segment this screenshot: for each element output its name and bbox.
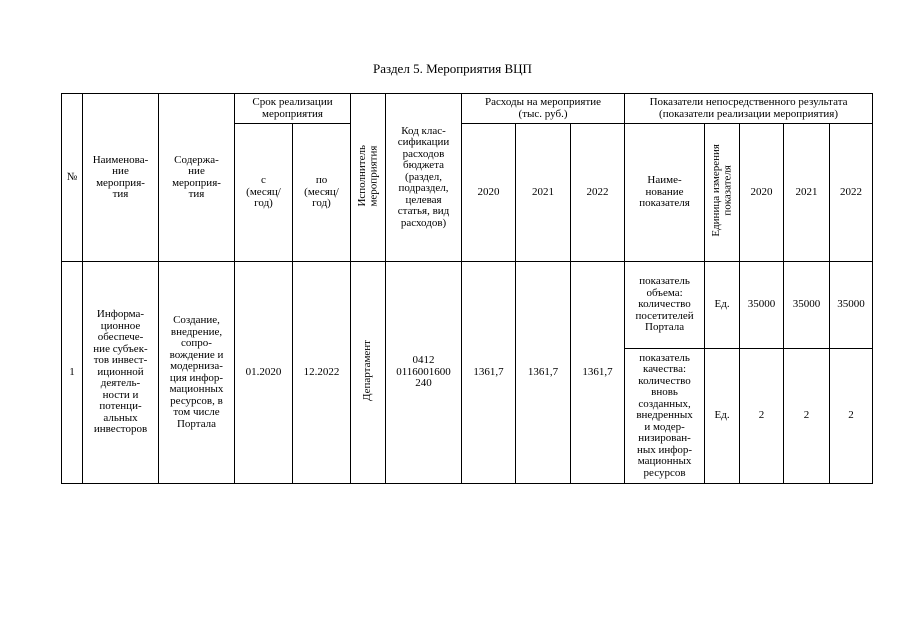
indicator-unit: Ед. bbox=[705, 349, 740, 484]
row-expense-value: 1361,7 bbox=[571, 262, 625, 484]
header-unit-cell bbox=[705, 124, 740, 262]
indicator-value: 35000 bbox=[740, 262, 784, 349]
indicator-value: 35000 bbox=[784, 262, 830, 349]
header-period: Срок реализации мероприятия bbox=[235, 94, 351, 124]
header-expenses: Расходы на мероприятие (тыс. руб.) bbox=[462, 94, 625, 124]
row-expense-value: 1361,7 bbox=[462, 262, 516, 484]
row-budget-code: 0412 0116001600 240 bbox=[386, 262, 462, 484]
indicator-value: 2 bbox=[830, 349, 873, 484]
header-row-1 bbox=[62, 94, 873, 124]
indicator-value: 35000 bbox=[830, 262, 873, 349]
row-num: 1 bbox=[62, 262, 83, 484]
header-indicator-year: 2022 bbox=[830, 124, 873, 262]
indicator-value: 2 bbox=[784, 349, 830, 484]
header-event-content: Содержа- ние мероприя- тия bbox=[159, 94, 235, 262]
header-num: № bbox=[62, 94, 83, 262]
row-period-from: 01.2020 bbox=[235, 262, 293, 484]
header-unit: Единица измерения показателя bbox=[709, 144, 734, 238]
header-indicators: Показатели непосредственного результата (показатели реализации мероприятия) bbox=[625, 94, 873, 124]
section-title: Раздел 5. Мероприятия ВЦП bbox=[373, 61, 532, 76]
header-indicator-year: 2020 bbox=[740, 124, 784, 262]
row-event-content: Создание, внедрение, сопро- вождение и модерниза- ция инфор- мационных ресурсов, в том числе Портала bbox=[159, 262, 235, 484]
row-event-name: Информа- ционное обеспече- ние субъек- тов инвест- иционной деятель- ности и потенци- альных инвесторов bbox=[83, 262, 159, 484]
indicator-name: показатель объема: количество посетителей Портала bbox=[625, 262, 705, 349]
header-indicator-name: Наиме- нование показателя bbox=[625, 124, 705, 262]
header-expenses-year: 2021 bbox=[516, 124, 571, 262]
table-row bbox=[62, 262, 873, 349]
header-event-name: Наименова- ние мероприя- тия bbox=[83, 94, 159, 262]
row-period-to: 12.2022 bbox=[293, 262, 351, 484]
header-period-from: с (месяц/ год) bbox=[235, 124, 293, 262]
header-period-to: по (месяц/ год) bbox=[293, 124, 351, 262]
row-executor: Департамент bbox=[361, 340, 374, 402]
indicator-value: 2 bbox=[740, 349, 784, 484]
events-table bbox=[61, 93, 873, 484]
indicator-unit: Ед. bbox=[705, 262, 740, 349]
row-executor-cell bbox=[351, 262, 386, 484]
header-budget-code: Код клас- сификации расходов бюджета (раздел, подраздел, целевая статья, вид расходов) bbox=[386, 94, 462, 262]
header-expenses-year: 2020 bbox=[462, 124, 516, 262]
header-executor: Исполнитель мероприятия bbox=[355, 144, 380, 207]
header-indicator-year: 2021 bbox=[784, 124, 830, 262]
header-expenses-year: 2022 bbox=[571, 124, 625, 262]
header-executor-cell bbox=[351, 94, 386, 262]
indicator-name: показатель качества: количество вновь созданных, внедренных и модер- низирован- ных инфор- мационных ресурсов bbox=[625, 349, 705, 484]
row-expense-value: 1361,7 bbox=[516, 262, 571, 484]
